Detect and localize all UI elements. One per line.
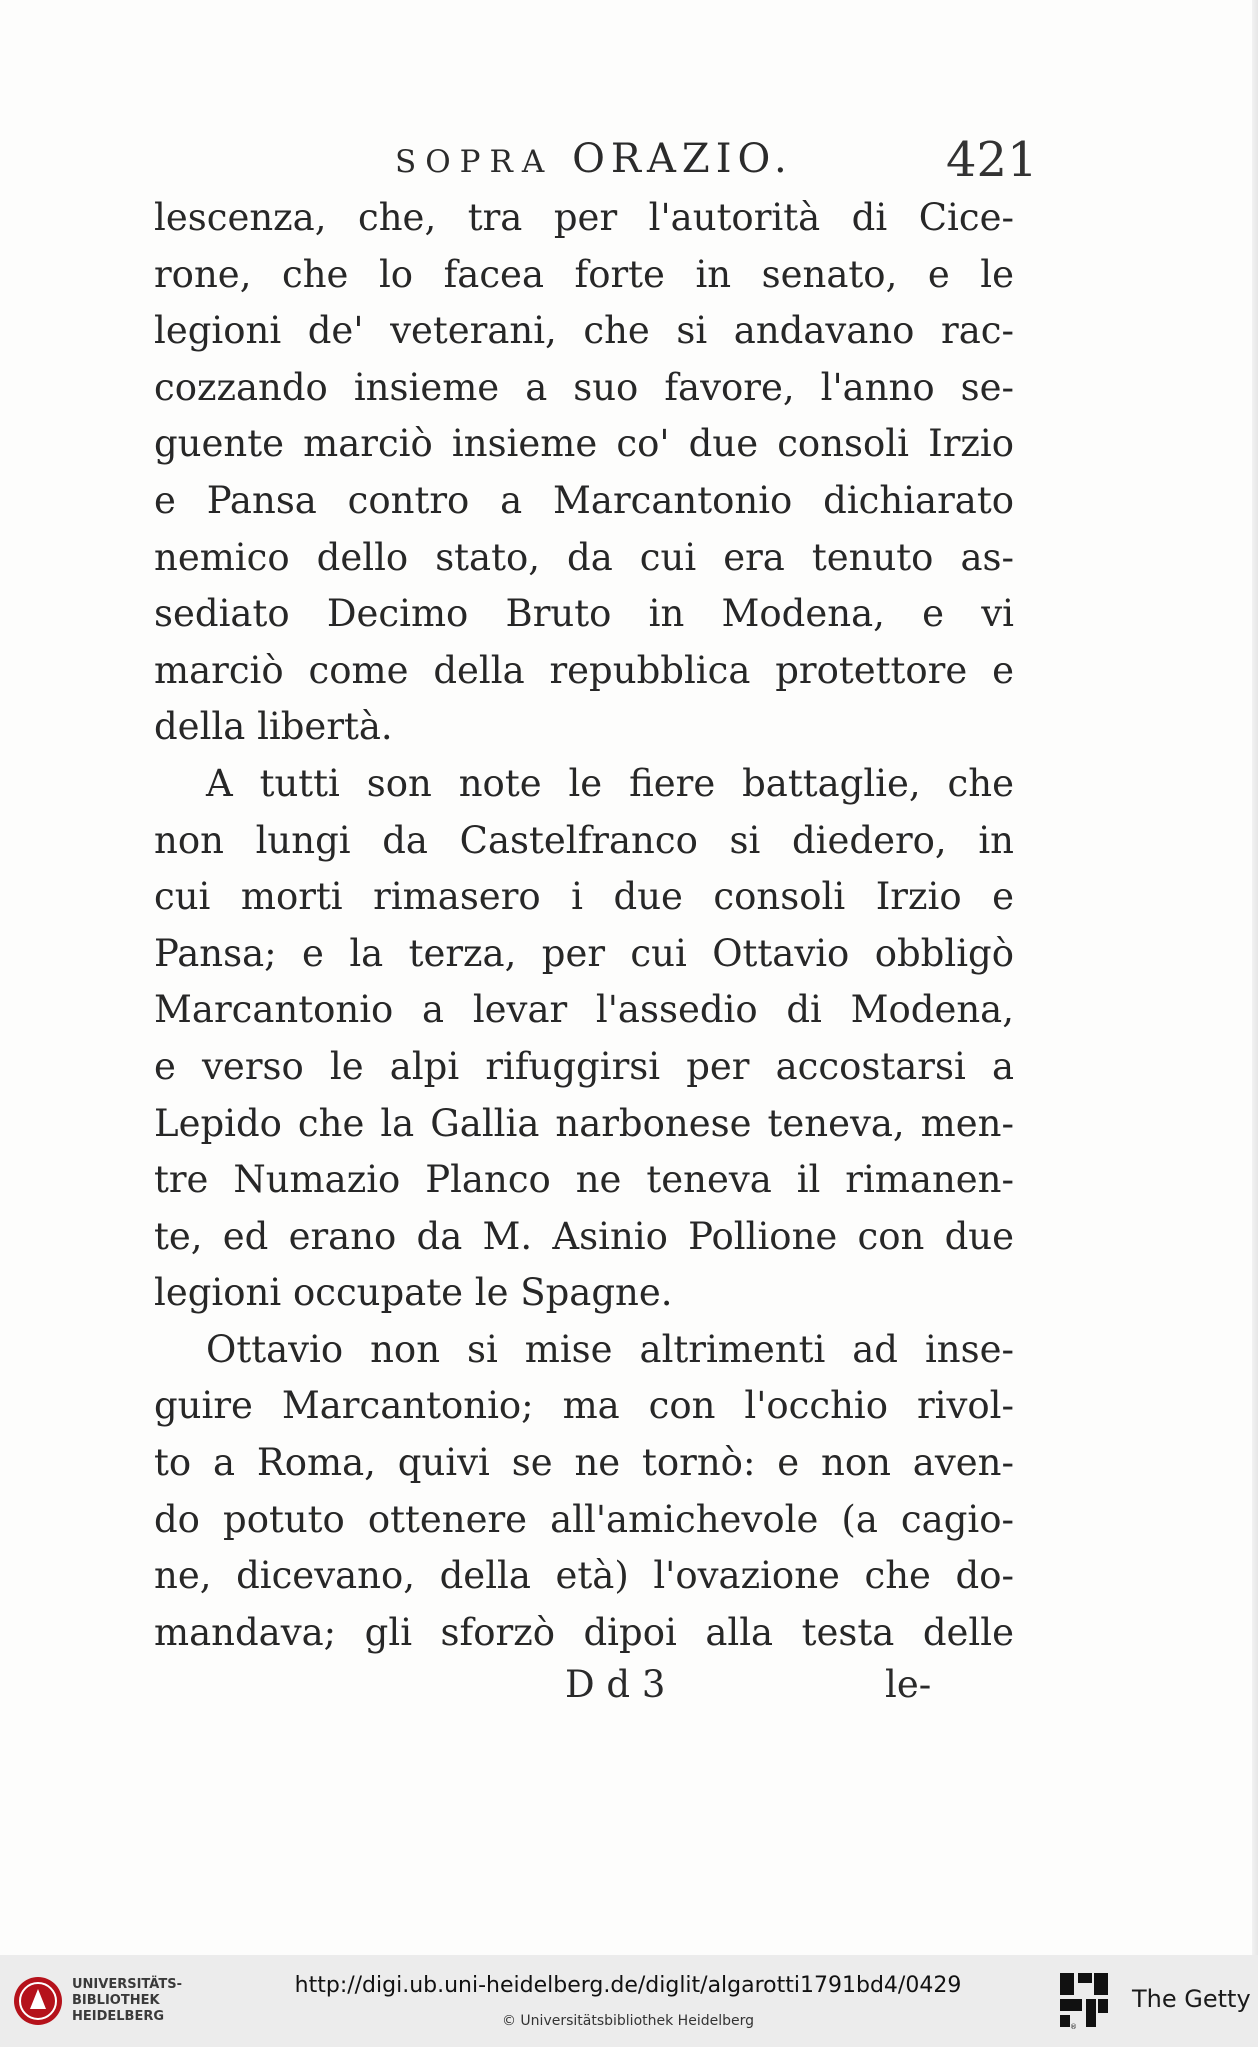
text-line: marciò come della repubblica protettore e: [154, 648, 1014, 692]
getty-logo-icon: [1058, 1971, 1110, 2031]
text-line: sediato Decimo Bruto in Modena, e vi: [154, 592, 1014, 636]
text-line: to a Roma, quivi se ne tornò: e non aven-: [154, 1441, 1014, 1485]
catchword: le-: [885, 1663, 932, 1706]
copyright-notice: © Universitätsbibliothek Heidelberg: [501, 2013, 754, 2029]
text-line: cui morti rimasero i due consoli Irzio e: [154, 875, 1014, 919]
text-line: cozzando insieme a suo favore, l'anno se-: [154, 365, 1014, 409]
library-name-line: HEIDELBERG: [72, 2009, 165, 2024]
running-head-title: ORAZIO.: [572, 136, 793, 182]
text-line: tre Numazio Planco ne teneva il rimanen-: [154, 1158, 1014, 1202]
text-line: lescenza, che, tra per l'autorità di Cice-: [154, 196, 1014, 239]
text-line: guire Marcantonio; ma con l'occhio rivol-: [154, 1384, 1014, 1428]
permalink-url[interactable]: http://digi.ub.uni-heidelberg.de/diglit/algarotti1791bd4/0429: [294, 1973, 962, 1998]
text-line: Ottavio non si mise altrimenti ad inse-: [206, 1327, 1014, 1371]
text-line: legioni de' veterani, che si andavano rac-: [154, 309, 1014, 353]
text-line: Pansa; e la terza, per cui Ottavio obbligò: [154, 931, 1014, 975]
text-line: te, ed erano da M. Asinio Pollione con due: [154, 1214, 1014, 1258]
viewer-footer: [0, 1955, 1258, 2047]
running-head: [395, 136, 793, 182]
text-line: legioni occupate le Spagne.: [154, 1271, 673, 1315]
text-line: e Pansa contro a Marcantonio dichiarato: [154, 478, 1014, 522]
signature-mark: D d 3: [565, 1663, 666, 1706]
page-edge: [1252, 0, 1258, 1955]
getty-name: The Getty: [1132, 1985, 1251, 2013]
text-line: rone, che lo facea forte in senato, e le: [154, 252, 1014, 296]
running-head-small: SOPRA: [395, 144, 554, 180]
text-line: Marcantonio a levar l'assedio di Modena,: [154, 988, 1014, 1032]
text-line: ne, dicevano, della età) l'ovazione che do-: [154, 1554, 1014, 1598]
page-number: 421: [946, 132, 1038, 188]
text-line: nemico dello stato, da cui era tenuto as-: [154, 535, 1014, 579]
text-line: guente marciò insieme co' due consoli Irzio: [154, 422, 1014, 466]
text-line: della libertà.: [154, 705, 393, 749]
text-line: A tutti son note le fiere battaglie, che: [206, 761, 1014, 805]
text-line: e verso le alpi rifuggirsi per accostarsi a: [154, 1044, 1014, 1088]
library-name: [72, 1977, 182, 2025]
registered-mark: ®: [1070, 2023, 1077, 2031]
library-name-line: UNIVERSITÄTS-: [72, 1977, 182, 1992]
university-seal-icon: [12, 1975, 64, 2027]
text-line: mandava; gli sforzò dipoi alla testa delle: [154, 1610, 1014, 1654]
text-line: do potuto ottenere all'amichevole (a cagio-: [154, 1497, 1014, 1541]
library-name-line: BIBLIOTHEK: [72, 1993, 160, 2008]
text-line: Lepido che la Gallia narbonese teneva, men-: [154, 1101, 1014, 1145]
body-text: [154, 190, 1014, 1661]
text-line: non lungi da Castelfranco si diedero, in: [154, 818, 1014, 862]
